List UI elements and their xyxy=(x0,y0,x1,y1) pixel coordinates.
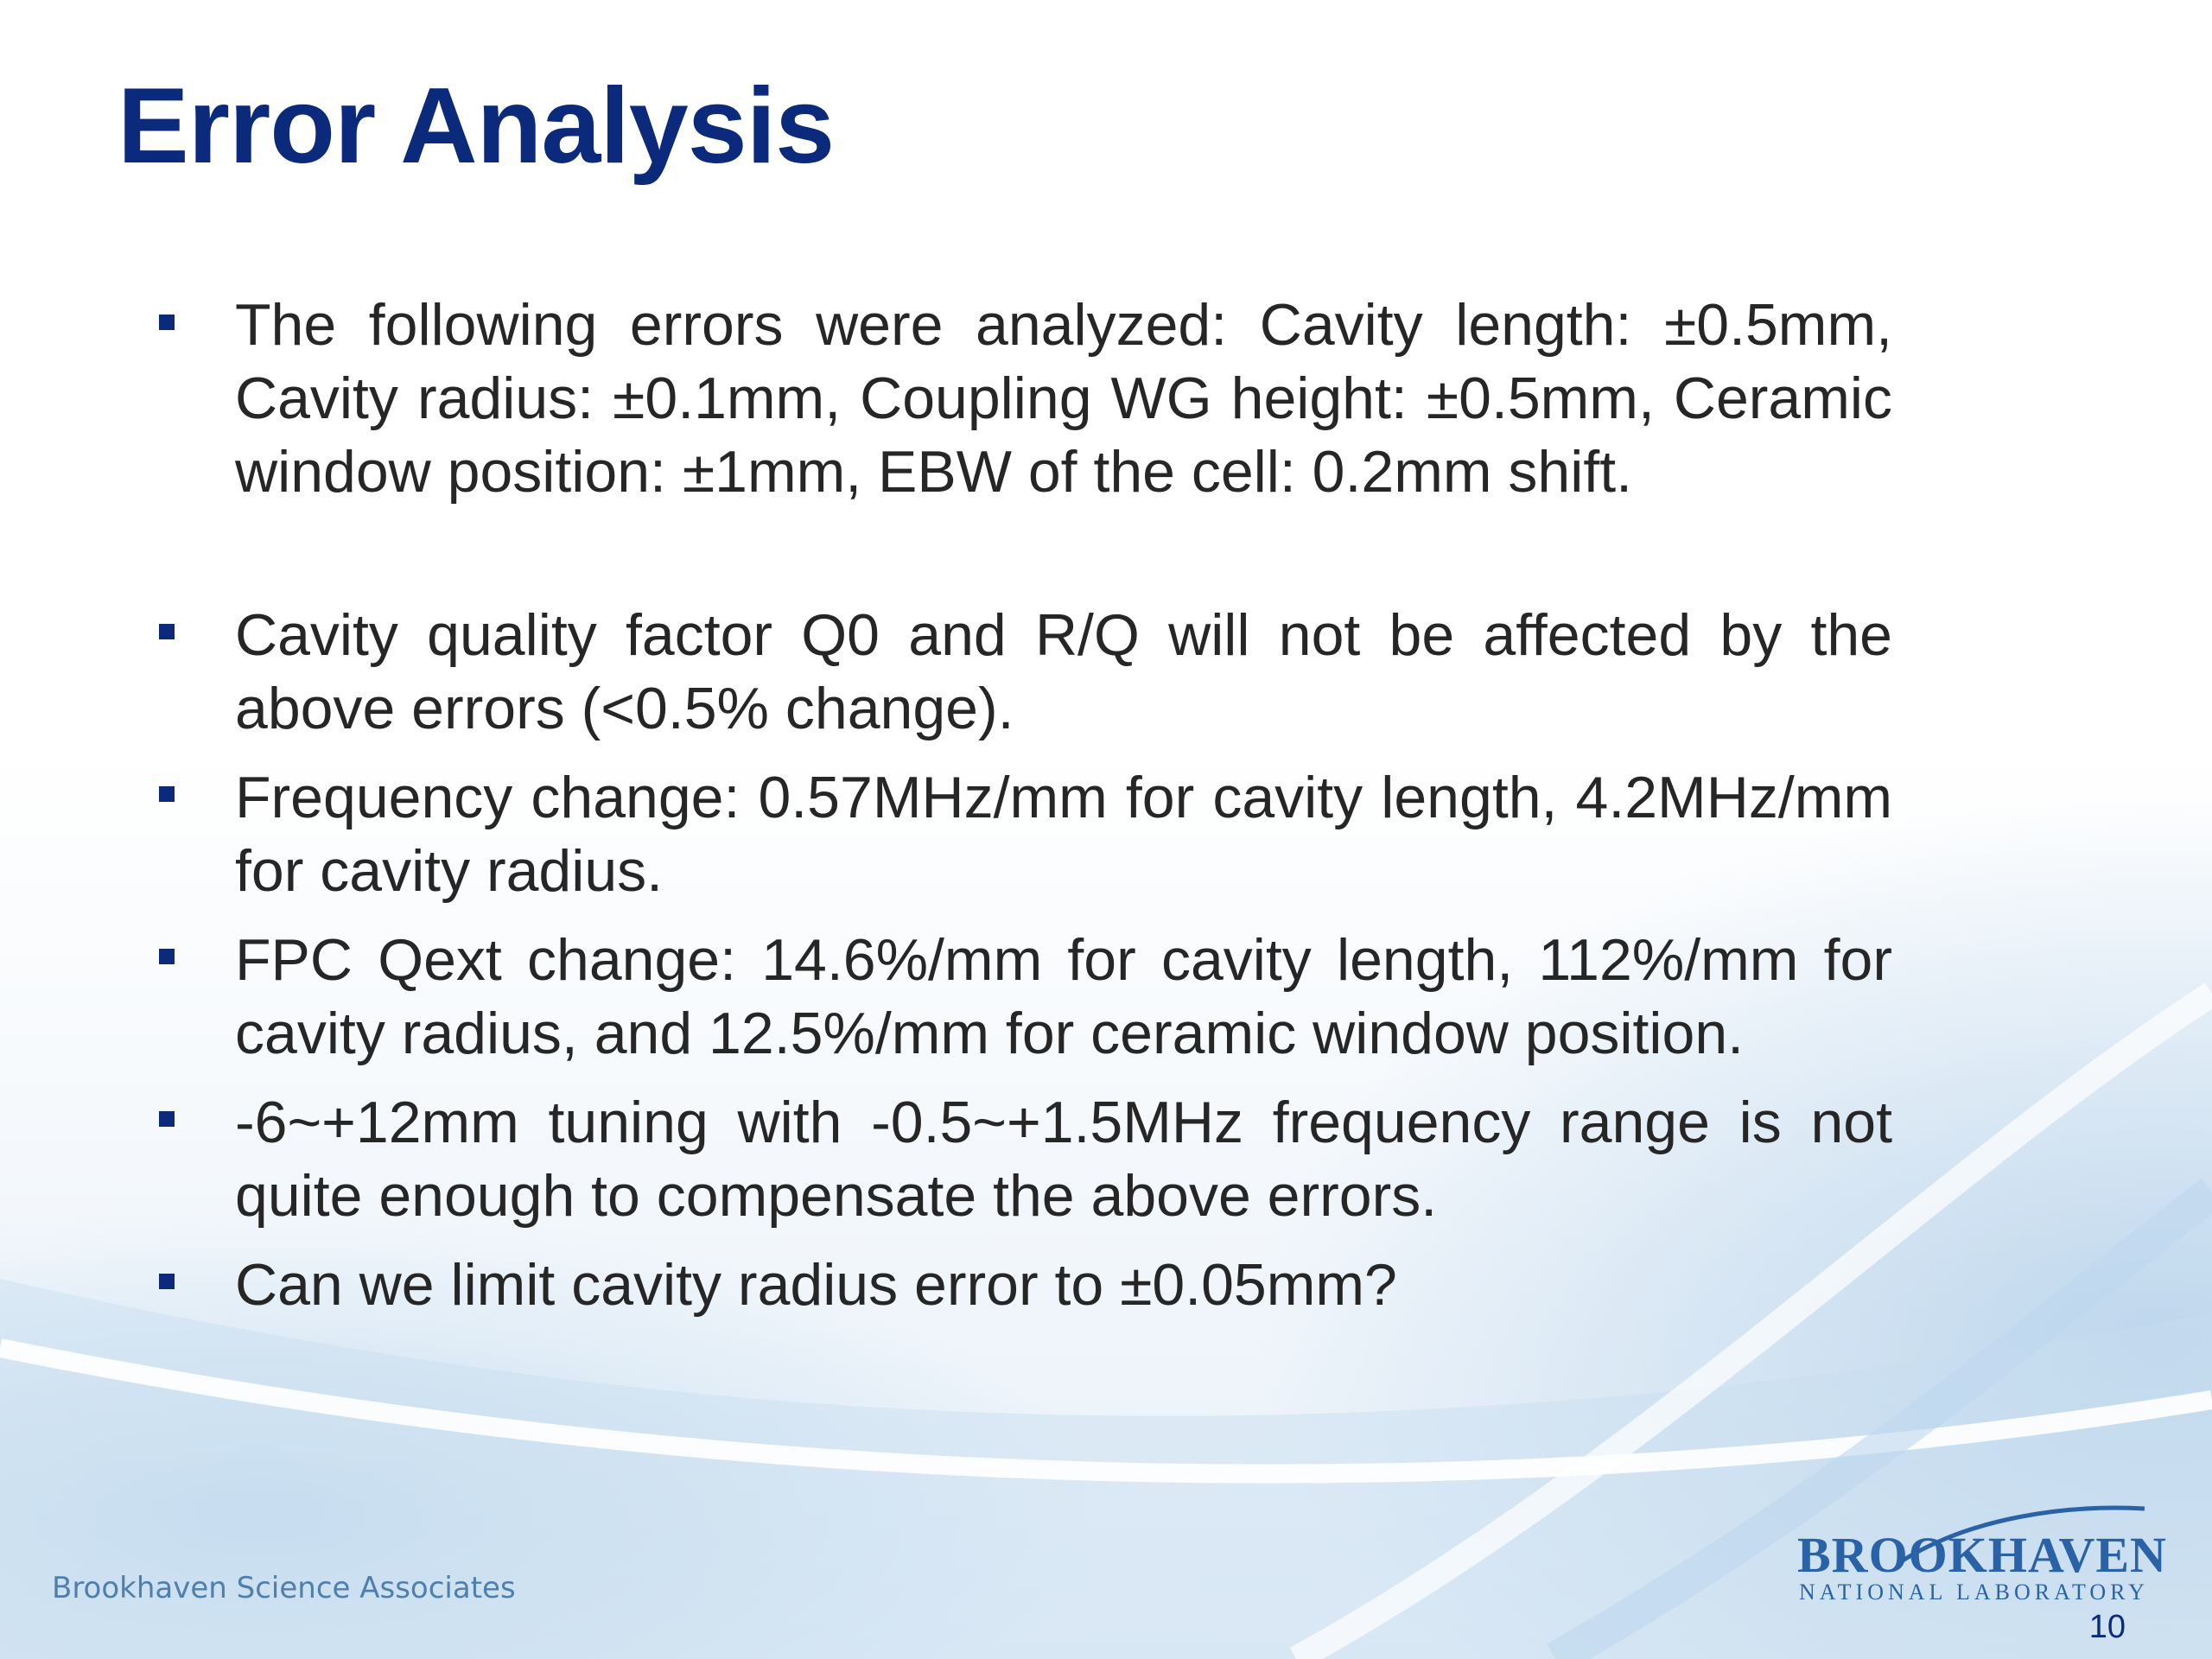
bullet-text: -6~+12mm tuning with -0.5~+1.5MHz frequency range is not quite enough to compensate the above errors. xyxy=(235,1090,1892,1229)
bullet-marker-icon xyxy=(159,624,175,639)
bullet-text: FPC Qext change: 14.6%/mm for cavity length, 112%/mm for cavity radius, and 12.5%/mm for ceramic window position. xyxy=(235,927,1892,1066)
slide-title: Error Analysis xyxy=(118,67,835,186)
bullet-text: Can we limit cavity radius error to ±0.05mm? xyxy=(235,1252,1397,1318)
logo-subtitle: NATIONAL LABORATORY xyxy=(1799,1580,2149,1605)
logo-wordmark: BROOKHAVEN xyxy=(1797,1527,2167,1583)
bullet-marker-icon xyxy=(159,1274,175,1289)
page-number: 10 xyxy=(2088,1609,2126,1645)
bullet-marker-icon xyxy=(159,949,175,964)
bullet-marker-icon xyxy=(159,315,175,330)
footer-organization: Brookhaven Science Associates xyxy=(52,1571,516,1605)
bullet-text: The following errors were analyzed: Cavity length: ±0.5mm, Cavity radius: ±0.1mm, Coupling WG height: ±0.5mm, Ceramic window position: ±1mm, EBW of the cell: 0.2mm shift. xyxy=(235,292,1892,505)
bullet-marker-icon xyxy=(159,1111,175,1127)
bullet-text: Cavity quality factor Q0 and R/Q will not be affected by the above errors (<0.5% change). xyxy=(235,602,1892,741)
bullet-text: Frequency change: 0.57MHz/mm for cavity length, 4.2MHz/mm for cavity radius. xyxy=(235,765,1892,904)
bullet-marker-icon xyxy=(159,786,175,802)
brookhaven-logo xyxy=(1790,1500,2171,1612)
